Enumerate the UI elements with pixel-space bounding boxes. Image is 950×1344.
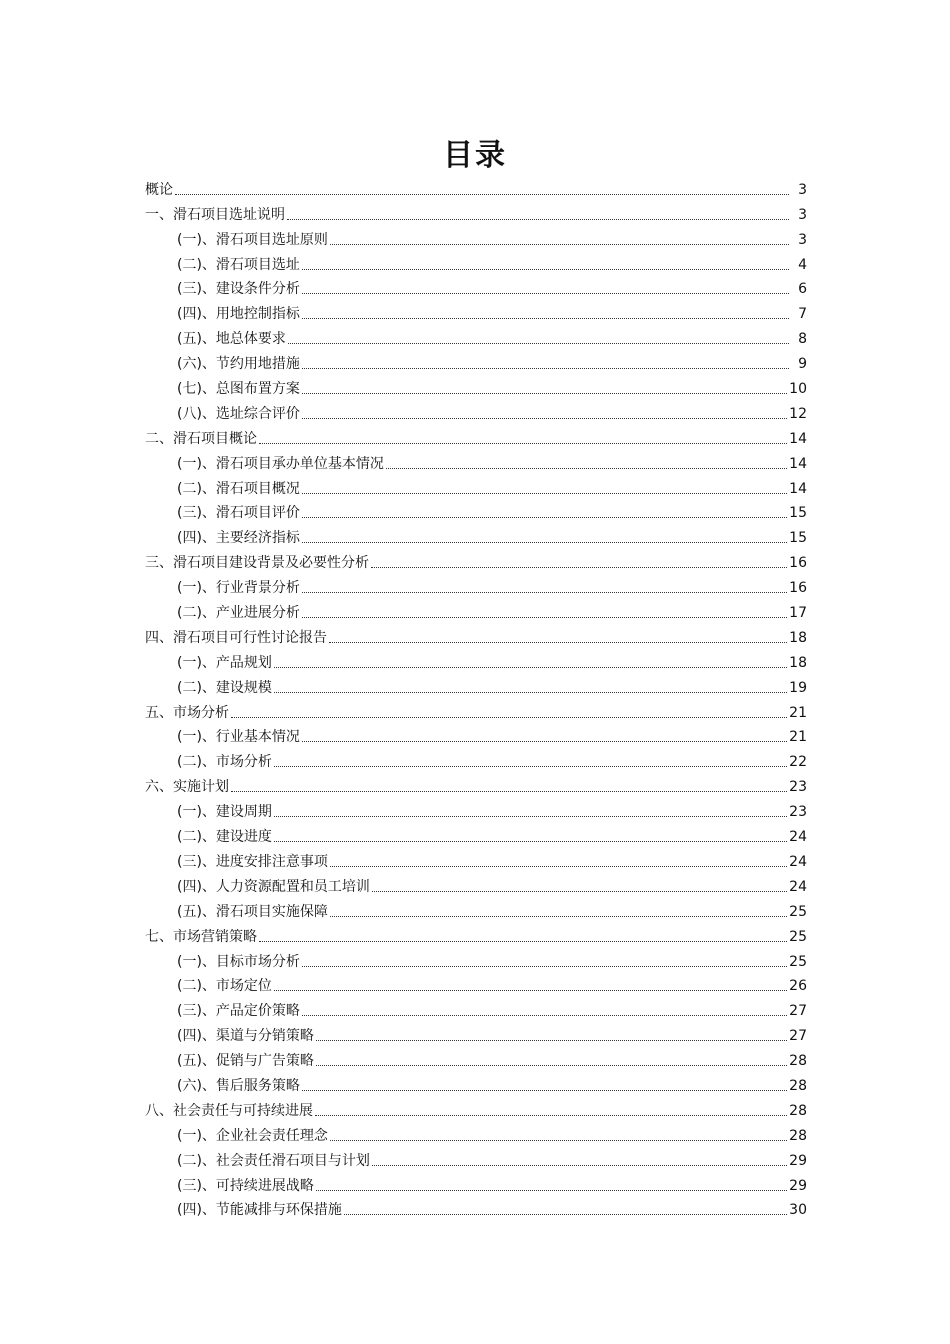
toc-page-number: 24 (789, 829, 807, 846)
toc-entry-text: (七)、总图布置方案 (177, 381, 300, 398)
toc-entry-text: (一)、企业社会责任理念 (177, 1127, 328, 1144)
toc-entry-text: (五)、地总体要求 (177, 331, 286, 348)
toc-entry-text: (二)、建设进度 (177, 829, 272, 846)
toc-entry-text: (六)、节约用地措施 (177, 356, 300, 373)
toc-entry-text: (二)、市场分析 (177, 754, 272, 771)
toc-entry[interactable] (145, 697, 807, 722)
toc-entry-text: 六、实施计划 (145, 779, 229, 796)
dot-leader (302, 417, 787, 419)
dot-leader (259, 442, 787, 444)
toc-entry-text: (八)、选址综合评价 (177, 405, 300, 422)
toc-entry-text: 三、滑石项目建设背景及必要性分析 (145, 555, 369, 572)
dot-leader (315, 1114, 787, 1116)
toc-subentry[interactable] (145, 249, 807, 274)
toc-subentry[interactable] (145, 1195, 807, 1220)
toc-entry-text: 概论 (145, 181, 173, 198)
toc-subentry[interactable] (145, 896, 807, 921)
toc-page-number: 21 (789, 704, 807, 721)
toc-entry-text: (一)、目标市场分析 (177, 953, 300, 970)
toc-entry-text: (一)、建设周期 (177, 804, 272, 821)
dot-leader (330, 1139, 787, 1141)
dot-leader (302, 292, 789, 294)
dot-leader (274, 815, 787, 817)
toc-page-number: 9 (798, 356, 807, 373)
toc-subentry[interactable] (145, 373, 807, 398)
dot-leader (316, 1039, 787, 1041)
toc-subentry[interactable] (145, 796, 807, 821)
toc-subentry[interactable] (145, 871, 807, 896)
dot-leader (302, 541, 787, 543)
dot-leader (330, 915, 787, 917)
toc-entry-text: (五)、促销与广告策略 (177, 1053, 314, 1070)
toc-page-number: 3 (798, 206, 807, 223)
toc-entry-text: (一)、滑石项目选址原则 (177, 231, 328, 248)
dot-leader (302, 616, 787, 618)
toc-entry-text: (四)、人力资源配置和员工培训 (177, 878, 370, 895)
toc-list (145, 174, 807, 1219)
dot-leader (274, 765, 787, 767)
dot-leader (386, 467, 787, 469)
toc-subentry[interactable] (145, 647, 807, 672)
toc-entry[interactable] (145, 771, 807, 796)
toc-subentry[interactable] (145, 348, 807, 373)
toc-entry-text: (二)、滑石项目选址 (177, 256, 300, 273)
toc-page-number: 29 (789, 1177, 807, 1194)
toc-entry-text: (二)、社会责任滑石项目与计划 (177, 1152, 370, 1169)
dot-leader (302, 392, 787, 394)
toc-page-number: 30 (789, 1202, 807, 1219)
toc-entry-text: (二)、市场定位 (177, 978, 272, 995)
toc-page-number: 16 (789, 580, 807, 597)
toc-page-number: 6 (798, 281, 807, 298)
toc-entry-text: 七、市场营销策略 (145, 928, 257, 945)
toc-page-number: 12 (789, 405, 807, 422)
toc-entry-text: (三)、建设条件分析 (177, 281, 300, 298)
toc-page-number: 18 (789, 629, 807, 646)
toc-page-number: 29 (789, 1152, 807, 1169)
toc-entry-text: (一)、行业基本情况 (177, 729, 300, 746)
toc-page-number: 14 (789, 430, 807, 447)
dot-leader (302, 965, 787, 967)
dot-leader (302, 1089, 787, 1091)
toc-page-number: 28 (789, 1053, 807, 1070)
toc-subentry[interactable] (145, 473, 807, 498)
toc-subentry[interactable] (145, 821, 807, 846)
dot-leader (302, 317, 789, 319)
dot-leader (288, 342, 789, 344)
toc-entry-text: (四)、主要经济指标 (177, 530, 300, 547)
toc-page-number: 25 (789, 903, 807, 920)
toc-entry-text: (三)、可持续进展战略 (177, 1177, 314, 1194)
toc-subentry[interactable] (145, 971, 807, 996)
toc-page-number: 7 (798, 306, 807, 323)
toc-page-number: 15 (789, 505, 807, 522)
dot-leader (274, 691, 787, 693)
toc-entry-text: (一)、滑石项目承办单位基本情况 (177, 455, 384, 472)
toc-entry-text: (二)、建设规模 (177, 679, 272, 696)
dot-leader (302, 268, 789, 270)
toc-page-number: 28 (789, 1127, 807, 1144)
toc-entry-text: (四)、用地控制指标 (177, 306, 300, 323)
dot-leader (287, 218, 789, 220)
toc-subentry[interactable] (145, 746, 807, 771)
toc-page-number: 23 (789, 779, 807, 796)
dot-leader (274, 840, 787, 842)
toc-page-number: 21 (789, 729, 807, 746)
toc-page-number: 14 (789, 455, 807, 472)
toc-entry-text: (一)、产品规划 (177, 654, 272, 671)
dot-leader (316, 1189, 787, 1191)
dot-leader (259, 940, 787, 942)
toc-subentry[interactable] (145, 572, 807, 597)
toc-entry-text: (五)、滑石项目实施保障 (177, 903, 328, 920)
toc-subentry[interactable] (145, 274, 807, 299)
toc-entry-text: 五、市场分析 (145, 704, 229, 721)
toc-entry-text: 四、滑石项目可行性讨论报告 (145, 629, 327, 646)
toc-page-number: 14 (789, 480, 807, 497)
dot-leader (372, 890, 787, 892)
toc-page-number: 25 (789, 953, 807, 970)
toc-page-number: 22 (789, 754, 807, 771)
toc-page-number: 24 (789, 878, 807, 895)
toc-entry[interactable] (145, 547, 807, 572)
toc-subentry[interactable] (145, 722, 807, 747)
dot-leader (302, 1014, 787, 1016)
toc-entry-text: (二)、滑石项目概况 (177, 480, 300, 497)
toc-page-number: 10 (789, 381, 807, 398)
toc-subentry[interactable] (145, 672, 807, 697)
toc-subentry[interactable] (145, 597, 807, 622)
toc-entry[interactable] (145, 622, 807, 647)
dot-leader (330, 243, 789, 245)
dot-leader (329, 641, 787, 643)
toc-subentry[interactable] (145, 1070, 807, 1095)
toc-entry-text: 二、滑石项目概论 (145, 430, 257, 447)
toc-page-number: 8 (798, 331, 807, 348)
toc-entry-text: 一、滑石项目选址说明 (145, 206, 285, 223)
toc-subentry[interactable] (145, 946, 807, 971)
toc-subentry[interactable] (145, 224, 807, 249)
toc-entry-text: (三)、产品定价策略 (177, 1003, 300, 1020)
toc-subentry[interactable] (145, 1020, 807, 1045)
dot-leader (330, 865, 787, 867)
toc-page-number: 3 (798, 231, 807, 248)
dot-leader (302, 740, 787, 742)
toc-entry-text: (四)、节能减排与环保措施 (177, 1202, 342, 1219)
toc-page-number: 28 (789, 1077, 807, 1094)
toc-page-number: 18 (789, 654, 807, 671)
dot-leader (302, 492, 787, 494)
toc-subentry[interactable] (145, 1170, 807, 1195)
dot-leader (371, 566, 787, 568)
toc-subentry[interactable] (145, 1145, 807, 1170)
toc-entry[interactable] (145, 921, 807, 946)
dot-leader (302, 367, 789, 369)
dot-leader (302, 591, 787, 593)
dot-leader (231, 716, 787, 718)
toc-title: 目录 (443, 138, 507, 173)
dot-leader (231, 790, 787, 792)
toc-subentry[interactable] (145, 323, 807, 348)
toc-subentry[interactable] (145, 1120, 807, 1145)
dot-leader (344, 1213, 787, 1215)
dot-leader (274, 989, 787, 991)
toc-page-number: 4 (798, 256, 807, 273)
toc-page-number: 27 (789, 1028, 807, 1045)
toc-subentry[interactable] (145, 448, 807, 473)
toc-page-number: 15 (789, 530, 807, 547)
toc-entry-text: (三)、滑石项目评价 (177, 505, 300, 522)
toc-page-number: 27 (789, 1003, 807, 1020)
toc-subentry[interactable] (145, 522, 807, 547)
toc-page-number: 28 (789, 1102, 807, 1119)
toc-subentry[interactable] (145, 846, 807, 871)
toc-entry-text: 八、社会责任与可持续进展 (145, 1102, 313, 1119)
toc-subentry[interactable] (145, 995, 807, 1020)
toc-page-number: 19 (789, 679, 807, 696)
toc-entry-text: (六)、售后服务策略 (177, 1077, 300, 1094)
toc-subentry[interactable] (145, 298, 807, 323)
toc-entry-text: (一)、行业背景分析 (177, 580, 300, 597)
dot-leader (316, 1064, 787, 1066)
toc-entry[interactable] (145, 1095, 807, 1120)
toc-entry-text: (二)、产业进展分析 (177, 605, 300, 622)
toc-entry[interactable] (145, 174, 807, 199)
dot-leader (302, 516, 787, 518)
toc-subentry[interactable] (145, 1045, 807, 1070)
toc-entry[interactable] (145, 423, 807, 448)
toc-page-number: 17 (789, 605, 807, 622)
toc-page-number: 24 (789, 853, 807, 870)
toc-subentry[interactable] (145, 498, 807, 523)
toc-page-number: 25 (789, 928, 807, 945)
dot-leader (274, 666, 787, 668)
toc-page-number: 26 (789, 978, 807, 995)
dot-leader (175, 193, 789, 195)
toc-entry[interactable] (145, 199, 807, 224)
toc-page-number: 3 (798, 181, 807, 198)
toc-subentry[interactable] (145, 398, 807, 423)
toc-entry-text: (三)、进度安排注意事项 (177, 853, 328, 870)
dot-leader (372, 1164, 787, 1166)
toc-entry-text: (四)、渠道与分销策略 (177, 1028, 314, 1045)
toc-page-number: 16 (789, 555, 807, 572)
toc-page-number: 23 (789, 804, 807, 821)
